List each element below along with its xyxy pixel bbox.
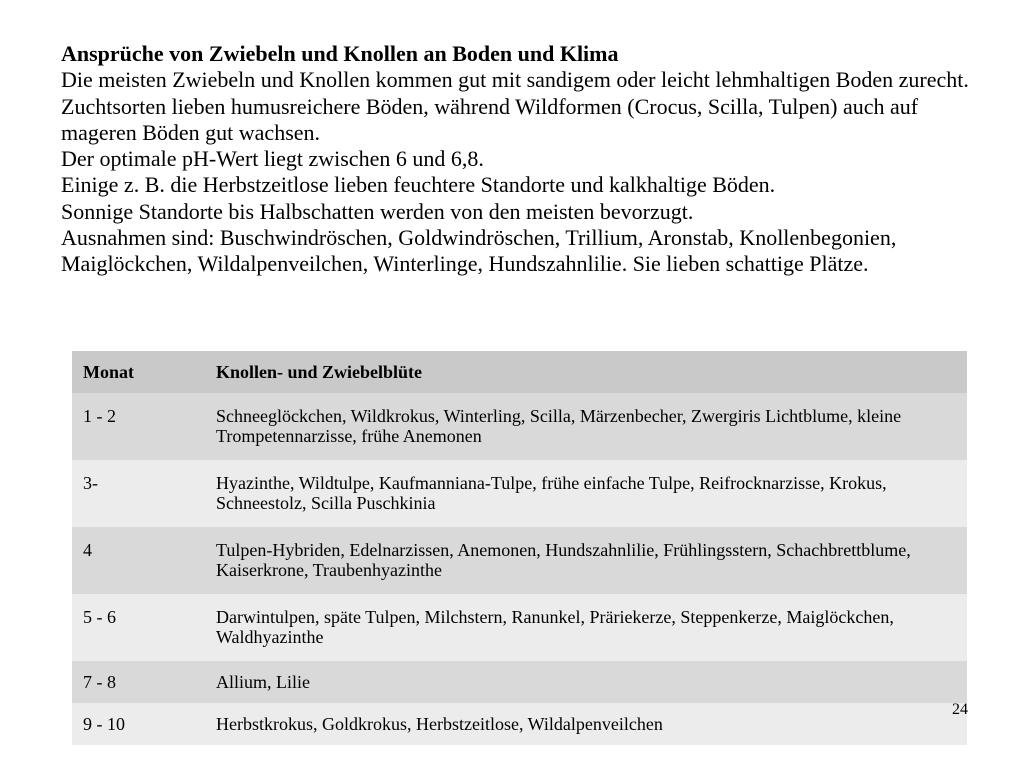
intro-paragraph-soil: Die meisten Zwiebeln und Knollen kommen gut mit sandigem oder leicht lehmhaltigen Boden zurecht. Zuchtsorten lieben humusreichere Böden, während Wildformen (Crocus, Scilla, Tulpen) auch auf mageren Böden gut wachsen.	[61, 67, 969, 145]
table-row	[72, 703, 967, 745]
page-number: 24	[952, 701, 968, 718]
table-row	[72, 460, 967, 527]
cell-month: 5 - 6	[83, 607, 116, 627]
table-row	[72, 594, 967, 661]
page-heading: Ansprüche von Zwiebeln und Knollen an Boden und Klima	[61, 41, 619, 66]
intro-paragraph-ph: Der optimale pH-Wert liegt zwischen 6 und 6,8.	[61, 146, 484, 172]
cell-bloom: Schneeglöckchen, Wildkrokus, Winterling, Scilla, Märzenbecher, Zwergiris Lichtblume, kleine Trompetennarzisse, frühe Anemonen	[216, 406, 902, 446]
cell-month: 9 - 10	[83, 714, 125, 734]
table-header-row	[72, 351, 967, 393]
cell-bloom: Herbstkrokus, Goldkrokus, Herbstzeitlose, Wildalpenveilchen	[216, 714, 663, 734]
cell-bloom: Darwintulpen, späte Tulpen, Milchstern, Ranunkel, Präriekerze, Steppenkerze, Maiglöckchen, Waldhyazinthe	[216, 607, 894, 647]
cell-month: 4	[83, 540, 92, 560]
table-row	[72, 527, 967, 594]
bloom-table	[72, 351, 967, 745]
intro-paragraph-shade: Ausnahmen sind: Buschwindröschen, Goldwindröschen, Trillium, Aronstab, Knollenbegonien, Maiglöckchen, Wildalpenveilchen, Winterlinge, Hundszahnlilie. Sie lieben schattige Plätze.	[61, 225, 897, 277]
cell-month: 7 - 8	[83, 672, 116, 692]
intro-paragraph-moisture: Einige z. B. die Herbstzeitlose lieben feuchtere Standorte und kalkhaltige Böden.	[61, 172, 776, 198]
header-month: Monat	[83, 362, 134, 382]
cell-bloom: Tulpen-Hybriden, Edelnarzissen, Anemonen, Hundszahnlilie, Frühlingsstern, Schachbrettblume, Kaiserkrone, Traubenhyazinthe	[216, 540, 911, 580]
intro-text	[61, 41, 981, 278]
table-row	[72, 661, 967, 703]
table-row	[72, 393, 967, 460]
cell-bloom: Hyazinthe, Wildtulpe, Kaufmanniana-Tulpe, frühe einfache Tulpe, Reifrocknarzisse, Krokus, Schneestolz, Scilla Puschkinia	[216, 473, 887, 513]
intro-paragraph-sun: Sonnige Standorte bis Halbschatten werden von den meisten bevorzugt.	[61, 198, 694, 224]
cell-bloom: Allium, Lilie	[216, 672, 310, 692]
cell-month: 3-	[83, 473, 98, 493]
cell-month: 1 - 2	[83, 406, 116, 426]
header-bloom: Knollen- und Zwiebelblüte	[216, 362, 423, 382]
